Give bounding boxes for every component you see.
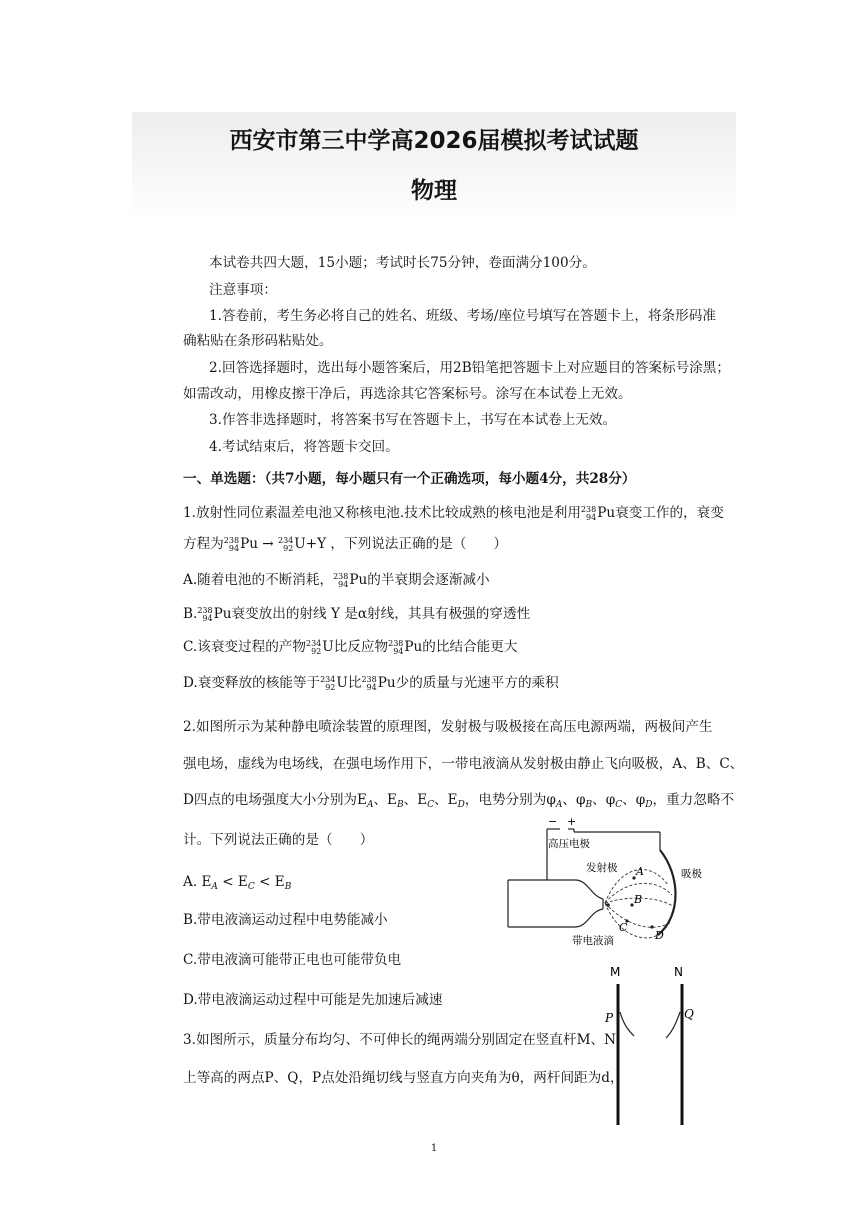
notice-item-1: 1.答卷前，考生务必将自己的姓名、班级、考场/座位号填写在答题卡上，将条形码准 bbox=[209, 308, 716, 324]
q1-option-a: A.随着电池的不断消耗， 238 94 Pu的半衰期会逐渐减小 bbox=[183, 572, 490, 589]
power-label: 高压电极 bbox=[548, 838, 590, 850]
q1-option-c: C.该衰变过程的产物 234 92 U比反应物 238 94 Pu的比结合能更大 bbox=[183, 639, 518, 656]
q2-stem-line2: 强电场，虚线为电场线，在强电场作用下，一带电液滴从发射极由静止飞向吸极，A、B、C、 bbox=[183, 756, 744, 772]
point-c-label: C bbox=[619, 921, 628, 934]
q3-stem-line2: 上等高的两点P、Q，P点处沿绳切线与竖直方向夹角为θ，两杆间距为d， bbox=[183, 1070, 624, 1086]
spray-apparatus-figure bbox=[500, 815, 715, 950]
notice-item-4: 4.考试结束后，将答题卡交回。 bbox=[209, 439, 399, 455]
subject-title: 物理 bbox=[411, 178, 457, 204]
point-d-marker bbox=[650, 925, 653, 928]
exam-intro: 本试卷共四大题，15小题；考试时长75分钟，卷面满分100分。 bbox=[209, 255, 596, 271]
emitter-label: 发射极 bbox=[586, 862, 618, 874]
q2-stem-line3: D四点的电场强度大小分别为$E_A$、$E_B$、$E_C$、$E_D$，电势分别为$\varphi_A$、$\varphi_B$、$\varphi_C$、$\varphi_D$，重力忽略不 bbox=[183, 792, 735, 810]
minus-terminal-label: − bbox=[548, 815, 558, 828]
rod-n-label: N bbox=[674, 965, 683, 979]
notice-item-2-cont: 如需改动，用橡皮擦干净后，再选涂其它答案标号。涂写在本试卷上无效。 bbox=[183, 386, 632, 402]
point-p-label: P bbox=[605, 1011, 614, 1025]
point-d-label: D bbox=[655, 929, 664, 942]
plus-terminal-label: + bbox=[567, 815, 577, 828]
q1-stem-line2: 方程为 238 94 Pu → 234 92 U+Y ，下列说法正确的是（ ） bbox=[183, 536, 508, 553]
q2-stem-line4: 计。下列说法正确的是（ ） bbox=[183, 832, 374, 848]
q1-option-b: B. 238 94 Pu衰变放出的射线 Y 是α射线，其具有极强的穿透性 bbox=[183, 606, 531, 623]
rope-rods-figure bbox=[600, 960, 710, 1130]
notice-label: 注意事项： bbox=[209, 282, 277, 298]
point-q-label: Q bbox=[684, 1007, 694, 1021]
rope-right bbox=[666, 1012, 680, 1038]
droplet-label: 带电液滴 bbox=[572, 935, 614, 947]
q2-option-b: B.带电液滴运动过程中电势能减小 bbox=[183, 912, 388, 928]
rope-left bbox=[620, 1012, 634, 1036]
notice-item-2: 2.回答选择题时，选出每小题答案后，用2B铅笔把答题卡上对应题目的答案标号涂黑； bbox=[209, 360, 730, 376]
q2-option-c: C.带电液滴可能带正电也可能带负电 bbox=[183, 952, 402, 968]
page-number: 1 bbox=[430, 1143, 438, 1154]
q2-stem-line1: 2.如图所示为某种静电喷涂装置的原理图，发射极与吸极接在高压电源两端，两极间产生 bbox=[183, 719, 713, 735]
droplet-marker bbox=[606, 903, 610, 907]
point-a-label: A bbox=[636, 865, 644, 878]
rod-m-label: M bbox=[610, 965, 621, 979]
q1-option-d: D.衰变释放的核能等于 234 92 U比 238 94 Pu少的质量与光速平方的乘积 bbox=[183, 675, 559, 692]
isotope-pu: 238 94 bbox=[580, 505, 597, 522]
q2-option-d: D.带电液滴运动过程中可能是先加速后减速 bbox=[183, 992, 443, 1008]
q2-option-a: A. $E_A < E_C < E_B$ bbox=[183, 874, 292, 892]
q1-stem-line1: 1.放射性同位素温差电池又称核电池.技术比较成熟的核电池是利用 238 94 Pu衰变工作的，衰变 bbox=[183, 505, 724, 522]
section-heading-single-choice: 一、单选题：（共7小题，每小题只有一个正确选项，每小题4分，共28分） bbox=[183, 471, 636, 487]
exam-title: 西安市第三中学高2026届模拟考试试题 bbox=[229, 128, 639, 154]
point-b-label: B bbox=[634, 893, 643, 906]
collector-label: 吸极 bbox=[681, 868, 702, 880]
notice-item-1-cont: 确粘贴在条形码粘贴处。 bbox=[183, 333, 333, 349]
q3-stem-line1: 3.如图所示，质量分布均匀、不可伸长的绳两端分别固定在竖直杆M、N bbox=[183, 1032, 616, 1048]
notice-item-3: 3.作答非选择题时，将答案书写在答题卡上，书写在本试卷上无效。 bbox=[209, 412, 617, 428]
